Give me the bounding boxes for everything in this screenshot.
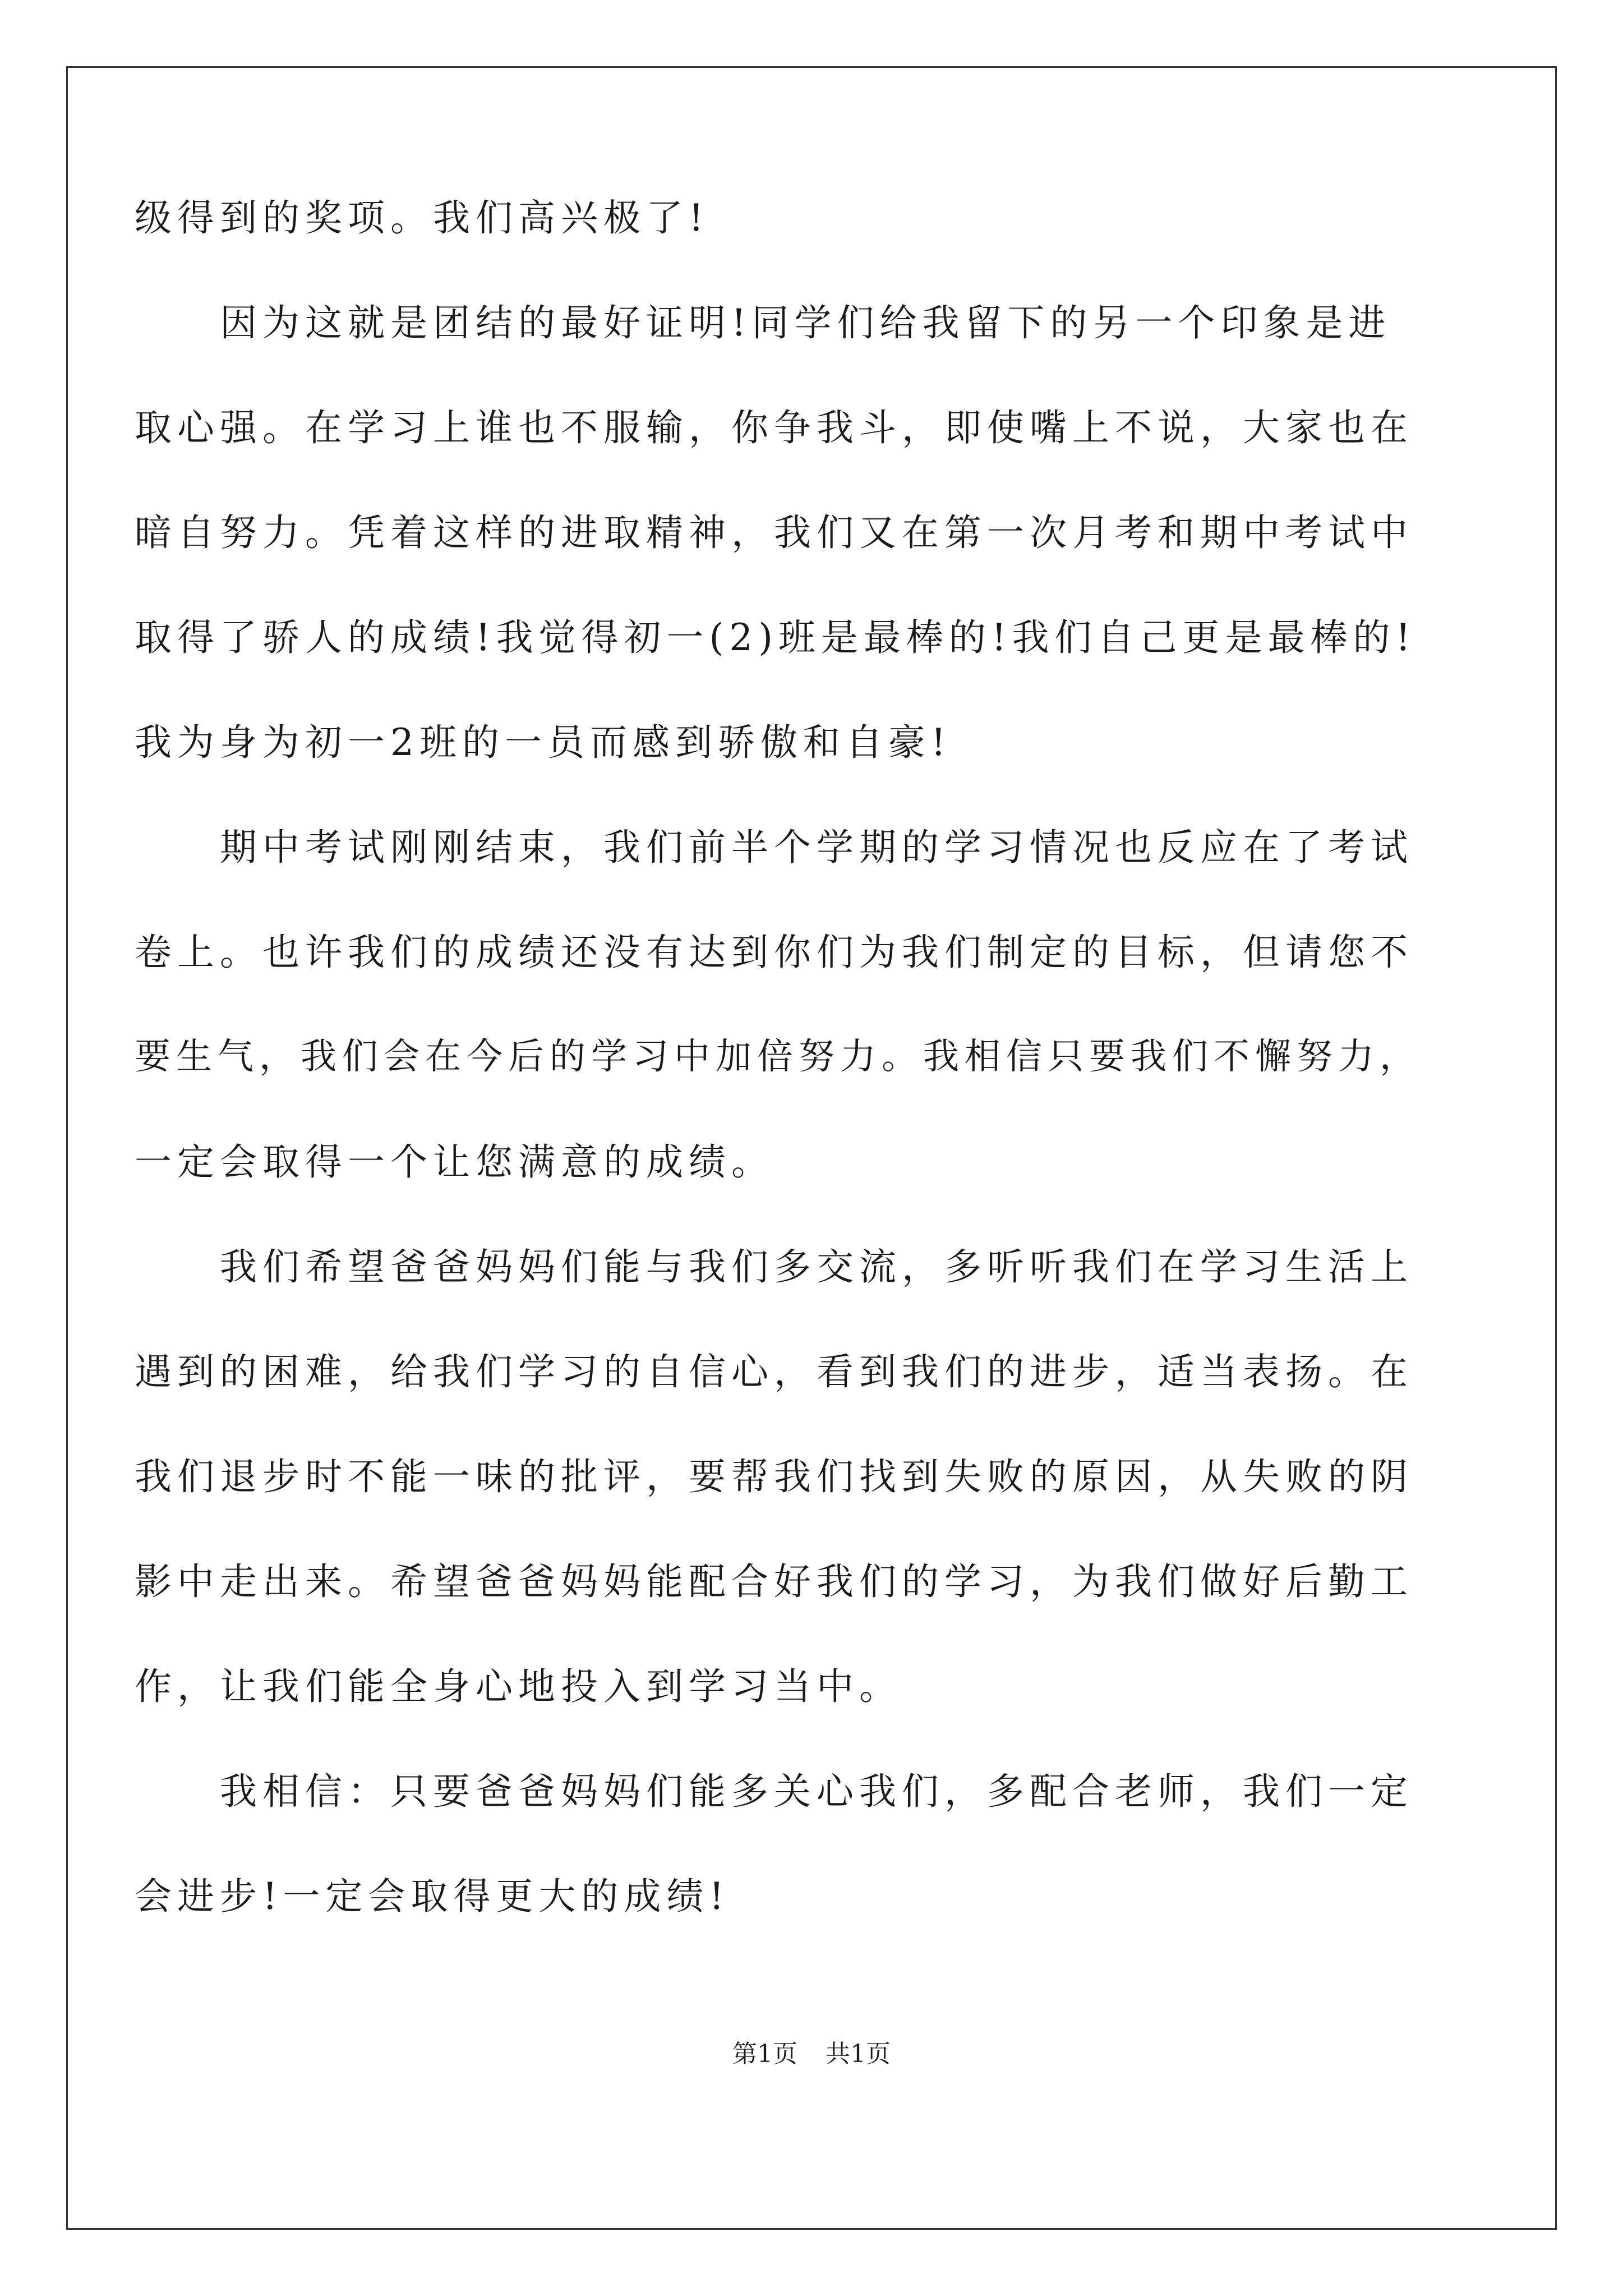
page-footer [0,2037,1623,2071]
text-line: 级得到的奖项。我们高兴极了! [135,196,709,240]
page-total: 共1页 [826,2040,891,2068]
text-line: 因为这就是团结的最好证明!同学们给我留下的另一个印象是进 [220,301,1391,344]
text-line: 期中考试刚刚结束，我们前半个学期的学习情况也反应在了考试 [220,826,1413,869]
text-line: 我们希望爸爸妈妈们能与我们多交流，多听听我们在学习生活上 [220,1245,1413,1289]
page-number: 第1页 [732,2040,797,2068]
text-line: 我相信：只要爸爸妈妈们能多关心我们，多配合老师，我们一定 [220,1770,1413,1813]
text-line: 卷上。也许我们的成绩还没有达到你们为我们制定的目标，但请您不 [135,931,1413,974]
text-line: 一定会取得一个让您满意的成绩。 [135,1140,774,1184]
document-body [135,191,1436,1974]
text-line: 取得了骄人的成绩!我觉得初一(2)班是最棒的!我们自己更是最棒的! [135,616,1417,659]
text-line: 我们退步时不能一味的批评，要帮我们找到失败的原因，从失败的阴 [135,1455,1413,1498]
text-line: 遇到的困难，给我们学习的自信心，看到我们的进步，适当表扬。在 [135,1350,1413,1393]
text-line: 会进步!一定会取得更大的成绩! [135,1875,730,1918]
text-line: 取心强。在学习上谁也不服输，你争我斗，即使嘴上不说，大家也在 [135,406,1413,449]
text-line: 暗自努力。凭着这样的进取精神，我们又在第一次月考和期中考试中 [135,511,1413,554]
text-line: 要生气，我们会在今后的学习中加倍努力。我相信只要我们不懈努力， [135,1036,1421,1078]
text-line: 作，让我们能全身心地投入到学习当中。 [135,1665,902,1708]
text-line: 影中走出来。希望爸爸妈妈能配合好我们的学习，为我们做好后勤工 [135,1560,1413,1603]
text-line: 我为身为初一2班的一员而感到骄傲和自豪! [135,721,952,764]
